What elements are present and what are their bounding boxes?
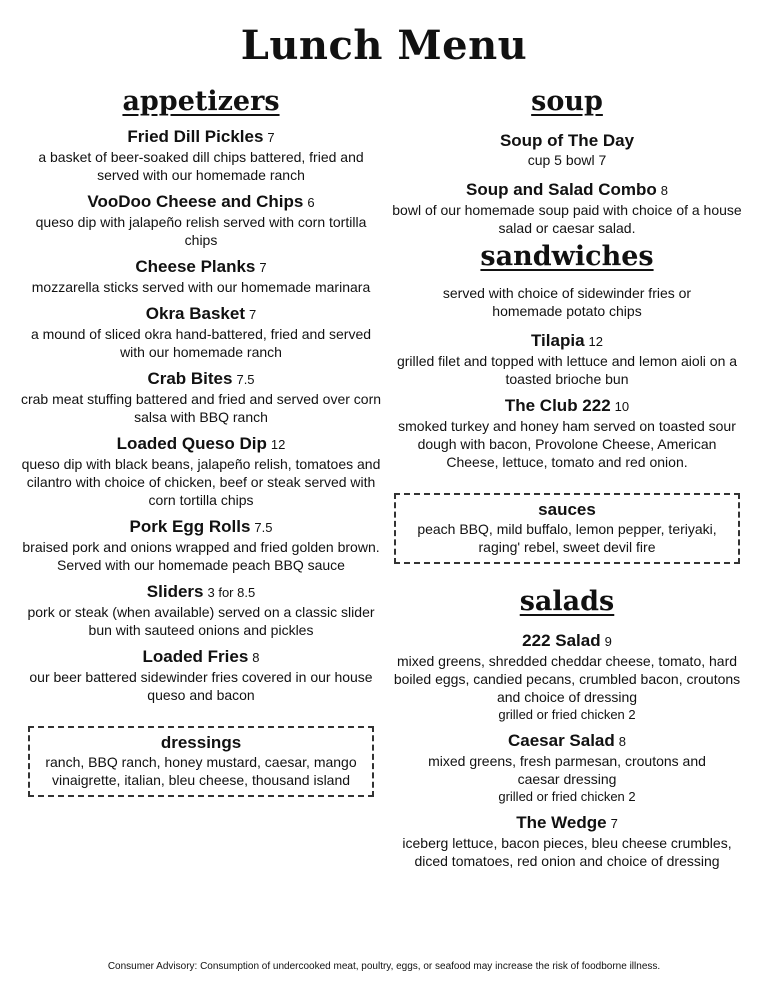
menu-item (386, 130, 748, 169)
menu-item (20, 646, 382, 704)
menu-item (20, 581, 382, 639)
sauces-box (394, 493, 740, 564)
item-price: 12 (270, 437, 286, 452)
menu-item (386, 395, 748, 471)
menu-item (386, 179, 748, 237)
item-price: 10 (614, 399, 630, 414)
item-addon: grilled or fried chicken 2 (498, 789, 636, 804)
item-price: 7 (610, 816, 618, 831)
item-name: Okra Basket (145, 304, 245, 323)
item-name: Fried Dill Pickles (127, 127, 264, 146)
item-price: 3 for 8.5 (207, 585, 256, 600)
item-price: 6 (307, 195, 315, 210)
item-price: 7.5 (254, 520, 273, 535)
item-description: cup 5 bowl 7 (527, 152, 607, 168)
item-description: queso dip with jalapeño relish served with corn tortilla chips (35, 214, 367, 248)
menu-item (20, 368, 382, 426)
sauces-list: peach BBQ, mild buffalo, lemon pepper, teriyaki, raging' rebel, sweet devil fire (417, 521, 717, 555)
item-name: Soup and Salad Combo (465, 180, 657, 199)
menu-item (20, 126, 382, 184)
item-name: The Club 222 (504, 396, 611, 415)
consumer-advisory: Consumer Advisory: Consumption of undercooked meat, poultry, eggs, or seafood may increase the risk of foodborne illness. (107, 961, 661, 972)
item-description: a basket of beer-soaked dill chips battered, fried and served with our homemade ranch (38, 149, 364, 183)
item-name: Sliders (146, 582, 204, 601)
item-name: Loaded Fries (142, 647, 249, 666)
dressings-box (28, 726, 374, 797)
menu-item (386, 812, 748, 870)
item-description: mixed greens, fresh parmesan, croutons and caesar dressing (428, 753, 706, 787)
item-name: Loaded Queso Dip (116, 434, 267, 453)
item-description: pork or steak (when available) served on a classic slider bun with sauteed onions and pickles (27, 604, 375, 638)
item-description: mozzarella sticks served with our homemade marinara (31, 279, 371, 295)
sandwiches-heading: sandwiches (480, 241, 654, 272)
item-addon: grilled or fried chicken 2 (498, 707, 636, 722)
dressings-list: ranch, BBQ ranch, honey mustard, caesar, mango vinaigrette, italian, bleu cheese, thousand island (45, 754, 357, 788)
item-name: Cheese Planks (135, 257, 256, 276)
sauces-heading: sauces (538, 500, 596, 519)
item-description: braised pork and onions wrapped and fried golden brown. Served with our homemade peach BBQ sauce (22, 539, 380, 573)
appetizers-heading: appetizers (122, 86, 280, 117)
salads-heading: salads (519, 586, 615, 617)
item-description: bowl of our homemade soup paid with choice of a house salad or caesar salad. (392, 202, 742, 236)
item-price: 7 (259, 260, 267, 275)
sandwiches-note: served with choice of sidewinder fries or homemade potato chips (442, 285, 692, 319)
menu-item (386, 330, 748, 388)
item-price: 12 (588, 334, 603, 349)
item-description: queso dip with black beans, jalapeño relish, tomatoes and cilantro with choice of chicken, beef or steak served with corn tortilla chips (21, 456, 381, 508)
dressings-heading: dressings (160, 733, 242, 752)
item-name: 222 Salad (522, 631, 601, 650)
item-description: crab meat stuffing battered and fried and served over corn salsa with BBQ ranch (20, 391, 382, 425)
right-column (386, 84, 748, 870)
item-price: 8 (618, 734, 627, 749)
item-price: 7.5 (236, 372, 255, 387)
menu-item (20, 303, 382, 361)
menu-item (20, 256, 382, 296)
item-name: The Wedge (516, 813, 607, 832)
item-price: 7 (267, 130, 275, 145)
item-name: Pork Egg Rolls (129, 517, 251, 536)
item-description: our beer battered sidewinder fries covered in our house queso and bacon (29, 669, 373, 703)
item-description: smoked turkey and honey ham served on toasted sour dough with bacon, Provolone Cheese, American Cheese, lettuce, tomato and red onion. (398, 418, 736, 470)
menu-item (386, 630, 748, 723)
item-name: VooDoo Cheese and Chips (87, 192, 304, 211)
item-name: Soup of The Day (499, 131, 635, 150)
item-name: Caesar Salad (507, 731, 615, 750)
menu-item (20, 433, 382, 509)
item-name: Tilapia (530, 331, 585, 350)
item-price: 9 (604, 634, 612, 649)
menu-item (20, 191, 382, 249)
item-price: 8 (660, 183, 669, 198)
item-description: mixed greens, shredded cheddar cheese, tomato, hard boiled eggs, candied pecans, crumbled bacon, croutons and choice of dressing (393, 653, 741, 705)
item-price: 8 (252, 650, 260, 665)
menu-item (386, 730, 748, 805)
item-name: Crab Bites (147, 369, 233, 388)
item-description: iceberg lettuce, bacon pieces, bleu cheese crumbles, diced tomatoes, red onion and choice of dressing (402, 835, 732, 869)
item-price: 7 (249, 307, 257, 322)
item-description: a mound of sliced okra hand-battered, fried and served with our homemade ranch (30, 326, 372, 360)
menu-item (20, 516, 382, 574)
left-column (20, 84, 382, 797)
item-description: grilled filet and topped with lettuce and lemon aioli on a toasted brioche bun (396, 353, 738, 387)
soup-heading: soup (531, 86, 603, 117)
page-title: Lunch Menu (240, 22, 528, 69)
